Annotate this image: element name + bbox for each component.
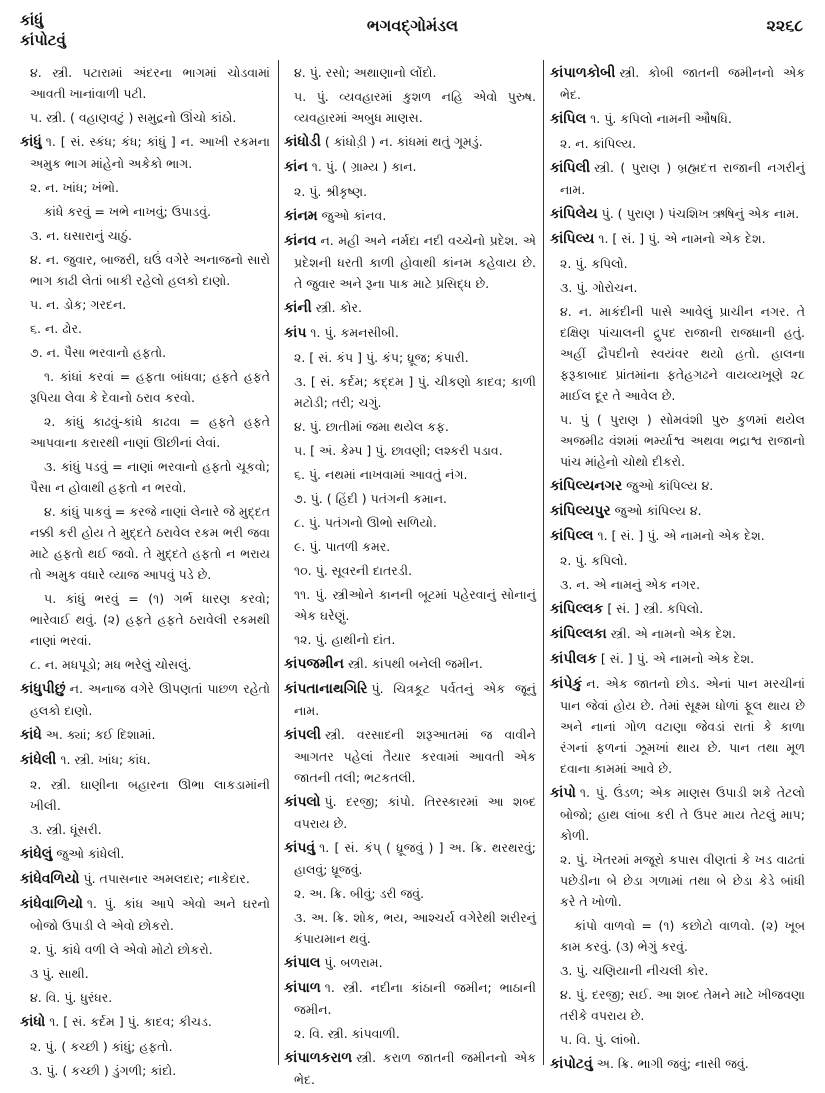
definition-text: ૧. સ્ત્રી. ખાંધ; કાંધ. (60, 752, 151, 767)
definition-text: ૧. [ સં. ] પું. એ નામનો એક દેશ. (598, 231, 766, 246)
definition-text: ૩. કાંધું પડવું = નાણાં ભરવાનો હફતો ચૂકવો; પૈસા ન હોવાથી હફતો ન ભરવો. (30, 459, 270, 495)
definition-text: અ. ક્યાં; કઈ દિશામાં. (45, 727, 156, 742)
definition-text: ૨. અ. ક્રિ. બીવું; ડરી જવું. (294, 886, 425, 901)
sub-sense (284, 584, 536, 626)
dictionary-entry (550, 648, 805, 670)
definition-text: ( કાંધોડ઼ી ) ન. કાંધમાં થતું ગૂમડું. (324, 134, 483, 149)
headword: કાંધેવળિયો (20, 871, 80, 887)
definition-text: જુઓ કાંપિલ્ય ૪. (626, 478, 714, 493)
sub-sense (550, 301, 805, 406)
definition-text: ૧. [ સં. ] પું. એ નામનો એક દેશ. (597, 528, 765, 543)
sub-sense (550, 550, 805, 571)
headword: કાંપિલ્લક (550, 601, 604, 617)
sub-sense (20, 294, 270, 315)
dictionary-entry (550, 475, 805, 497)
dictionary-entry (284, 724, 536, 788)
definition-text: ૪. ન. જુવાર, બાજરી, ઘઉં વગેરે અનાજનો સારો ભાગ કાઢી લેતાં બાકી રહેલો હલકો દાણો. (30, 252, 270, 288)
definition-text: સ્ત્રી. વરસાદની શરૂઆતમાં જ વાવીને આગતર પહેલાં તૈયાર કરવામાં આવતી એક જાતની તલી; ભટકતલી. (294, 727, 536, 785)
definition-text: ૨. [ સં. કંપ ] પું. કંપ; ધ્રૂજ; કંપારી. (294, 350, 469, 365)
headword: કાંનમ (284, 208, 318, 224)
headword: કાંપતાનાથગિરિ (284, 681, 368, 697)
definition-text: ૩. ન. એ નામનું એક નગર. (560, 577, 701, 592)
definition-text: ૨. પું. કપિલો. (560, 553, 628, 568)
definition-text: જુઓ કાંધેલી. (56, 846, 125, 861)
definition-text: ૫. વિ. પું. લાંબો. (560, 1032, 641, 1047)
sub-sense (284, 464, 536, 485)
definition-text: [ સં. ] પું. એ નામનો એક દેશ. (600, 651, 755, 666)
sub-sense (20, 177, 270, 198)
sub-sense (284, 536, 536, 557)
definition-text: સ્ત્રી. કોર. (315, 300, 362, 315)
dictionary-entry (284, 678, 536, 721)
definition-text: ૨. વિ. સ્ત્રી. કાંપવાળી. (294, 1026, 400, 1041)
headword: કાંધેવાળિયો (20, 896, 83, 912)
dictionary-entry (550, 673, 805, 779)
page-title: ભગવદ્ગોમંડલ (366, 16, 459, 35)
dictionary-entry (550, 525, 805, 547)
column-divider (278, 60, 279, 1065)
dictionary-entry (284, 205, 536, 227)
definition-text: ૧. પું. કમનસીબી. (310, 325, 399, 340)
dictionary-entry (550, 623, 805, 645)
idiom-line (20, 501, 270, 585)
sub-sense (20, 107, 270, 128)
sub-sense (284, 416, 536, 437)
definition-text: ૪. સ્ત્રી. પટારામાં અંદરના ભાગમાં ચોડવામાં આવતી ખાનાંવાળી પટી. (30, 65, 270, 101)
dictionary-entry (550, 598, 805, 620)
column-1 (20, 62, 270, 1084)
idiom-line (20, 201, 270, 222)
definition-text: ૨. પું. કાંધે વળી લે એવો મોટો છોકરો. (30, 942, 213, 957)
definition-text: સ્ત્રી. કરાળ જાતની જમીનનો એક ભેદ. (294, 1050, 536, 1087)
headword: કાંધેલું (20, 846, 53, 862)
dictionary-entry (284, 837, 536, 880)
sub-sense (550, 574, 805, 595)
sub-sense (550, 409, 805, 472)
definition-text: ૨. ન. કાંપિલ્ય. (560, 136, 637, 151)
definition-text: ૫. ન. ડોક; ગરદન. (30, 297, 127, 312)
definition-text: ૧. કાંધાં કરવાં = હફતા બાંધવા; હફતે હફતે રૂપિયા લેવા કે દેવાનો ઠરાવ કરવો. (30, 369, 270, 405)
definition-text: ૬. પું. નથમાં નાખવામાં આવતું નંગ. (294, 467, 468, 482)
sub-sense (20, 987, 270, 1008)
definition-text: ૪. વિ. પું. ધુરંધર. (30, 990, 113, 1005)
dictionary-entry (550, 500, 805, 522)
dictionary-entry (20, 724, 270, 746)
dictionary-entry (284, 653, 536, 675)
dictionary-entry (550, 108, 805, 130)
dictionary-entry (20, 749, 270, 771)
headword: કાંન (284, 159, 308, 175)
sub-sense (20, 225, 270, 246)
headword: કાંપિલ્યનગર (550, 478, 623, 494)
headword: કાંપલી (284, 727, 321, 743)
definition-text: ૧૦. પું. સૂવરની દાતરડી. (294, 563, 413, 578)
dictionary-entry (284, 977, 536, 1020)
headword: કાંનવ (284, 233, 317, 249)
headword: કાંધો (20, 1014, 46, 1030)
headword: કાંપોટવું (550, 1056, 593, 1072)
sub-sense (20, 62, 270, 104)
headword: કાંપિલી (550, 160, 591, 176)
page-number: ૨૨૬૮ (766, 16, 803, 35)
sub-sense (284, 1023, 536, 1044)
sub-sense (550, 253, 805, 274)
headword: કાંપવું (284, 840, 316, 856)
definition-text: કાંપો વાળવો = (૧) કછોટો વાળવો. (૨) ખૂબ કામ કરવું. (૩) ભેગું કરવું. (560, 918, 805, 954)
headword: કાંપાલ (284, 955, 321, 971)
sub-sense (284, 629, 536, 650)
dictionary-entry (284, 230, 536, 294)
sub-sense (284, 440, 536, 461)
definition-text: ૩. [ સં. કર્દમ; કદ્દમ ] પું. ચીકણો કાદવ; કાળી મટોડી; તરી; ચગું. (294, 374, 536, 410)
sub-sense (20, 819, 270, 840)
sub-sense (284, 883, 536, 904)
definition-text: સ્ત્રી. એ નામનો એક દેશ. (610, 626, 736, 641)
definition-text: ૩. ન. ઘસારાનું ચાઠું. (30, 228, 133, 243)
definition-text: ૨. કાંધું કાઢવું-કાંધે કાઢવા = હફતે હફતે આપવાના કરારથી નાણાં ઊછીનાં લેવાં. (30, 414, 270, 450)
headword: કાંની (284, 300, 312, 316)
definition-text: ૨. ન. ખાંધ; ખંભો. (30, 180, 119, 195)
sub-sense (550, 849, 805, 912)
headword: કાંપિલ (550, 111, 587, 127)
definition-text: ૪. કાંધું પાકવું = કરજે નાણાં લેનારે જે મુદ્દત નક્કી કરી હોય તે મુદ્દતે ઠરાવેલ રકમ ભરી જવા માટે હફતો થઈ જવો. તે મુદ્દતે હફતો ન ભરાય તો અમુક વધારે વ્યાજ આપવું પડે છે. (30, 504, 270, 582)
sub-sense (284, 86, 536, 128)
dictionary-entry (284, 952, 536, 974)
definition-text: ૪. પું. રસો; અથાણાનો લોંદો. (294, 65, 437, 80)
definition-text: ૨. પું. ( કચ્છી ) કાંધું; હફતો. (30, 1039, 173, 1054)
sub-sense (550, 133, 805, 154)
definition-text: ૨. સ્ત્રી. ઘાણીના બહારના ઊભા લાકડામાંની ખીલી. (30, 777, 270, 813)
idiom-line (20, 411, 270, 453)
definition-text: ૩. પું. ગોરોચન. (560, 280, 638, 295)
definition-text: સ્ત્રી. કોબી જાતની જમીનનો એક ભેદ. (560, 65, 805, 102)
sub-sense (20, 963, 270, 984)
dictionary-entry (20, 131, 270, 174)
dictionary-entry (550, 62, 805, 105)
definition-text: ૨. પું. શ્રીકૃષ્ણ. (294, 184, 368, 199)
definition-text: ન. અનાજ વગેરે ઊપણતાં પાછળ રહેતો હલકો દાણો. (30, 681, 270, 718)
definition-text: ન. એક જાતનો છોડ. એનાં પાન મરચીનાં પાન જેવાં હોય છે. તેમાં સૂક્ષ્મ ધોળાં ફૂલ થાય છે અને નાનાં ગોળ વટાણા જેવડાં રાતાં કે કાળા રંગનાં ફળનાં ઝૂમખાં થાય છે. પાન તથા મૂળ દવાના કામમાં આવે છે. (560, 676, 805, 776)
definition-text: ૩. પું. ચણિયાની નીચલી કોર. (560, 963, 709, 978)
headword: કાંપો (550, 785, 576, 801)
dictionary-entry (550, 157, 805, 200)
headword: કાંપાળકરાળ (284, 1050, 353, 1066)
definition-text: ૫. [ અં. કેમ્પ ] પું. છાવણી; લશ્કરી પડાવ. (294, 443, 503, 458)
definition-text: અ. ક્રિ. ભાગી જવું; નાસી જવું. (596, 1056, 749, 1071)
sub-sense (20, 318, 270, 339)
definition-text: ૧. [ સં. કર્દમ ] પું. કાદવ; કીચડ. (49, 1014, 212, 1029)
definition-text: ૪. પું. દરજી; સઈ. આ શબ્દ તેમને માટે ખીજવણા તરીકે વપરાય છે. (560, 987, 805, 1023)
headword: કાંપાળ (284, 980, 321, 996)
definition-text: ૩. અ. ક્રિ. શોક, ભય, આશ્ચર્ય વગેરેથી શરીરનું કંપાયમાન થવું. (294, 910, 536, 946)
definition-text: ૩. સ્ત્રી. ધૂંસરી. (30, 822, 102, 837)
headword: કાંધુપીછું (20, 681, 66, 697)
definition-text: ૧. પું. કાંધ આપે એવો અને ઘરનો બોજો ઉપાડી લે એવો છોકરો. (30, 896, 270, 933)
definition-text: ૮. પું. પતંગનો ઊભો સળિયો. (294, 515, 437, 530)
sub-sense (284, 512, 536, 533)
headword: કાંધોડી (284, 134, 321, 150)
sub-sense (20, 939, 270, 960)
dictionary-entry (284, 791, 536, 834)
headword: કાંપેકું (550, 676, 583, 692)
definition-text: પું. ( પુરાણ ) પંચશિખ ઋષિનું એક નામ. (601, 206, 800, 221)
guide-word-last: કાંપોટવું (20, 31, 66, 49)
definition-text: ૪. પું. છાતીમાં જમા થયેલ કફ. (294, 419, 449, 434)
headword: કાંપ (284, 325, 307, 341)
definition-text: ૭. પું. ( હિંદી ) પતંગની કમાન. (294, 491, 448, 506)
column-divider (543, 60, 544, 1065)
headword: કાંપિલ્લકા (550, 626, 607, 642)
sub-sense (550, 277, 805, 298)
dictionary-entry (284, 156, 536, 178)
guide-word-first: કાંધું (20, 11, 44, 29)
sub-sense (550, 984, 805, 1026)
sub-sense (20, 1036, 270, 1057)
sub-sense (20, 654, 270, 675)
definition-text: સ્ત્રી. ( પુરાણ ) બ્રહ્મદત્ત રાજાની નગરીનું નામ. (560, 160, 805, 197)
dictionary-entry (20, 1011, 270, 1033)
sub-sense (284, 488, 536, 509)
headword: કાંધેલી (20, 752, 57, 768)
definition-text: ૪. ન. માકંદીની પાસે આવેલું પ્રાચીન નગર. તે દક્ષિણ પાંચાલની દ્રુપદ રાજાની રાજધાની હતું. અહીં દ્રૌપદીનો સ્વયંવર થયો હતો. હાલના ફરૂકાબાદ પ્રાંતમાંના ફતેહગઢને વાયવ્યખૂણે ૨૮ માઈલ દૂર તે આવેલ છે. (560, 304, 805, 403)
definition-text: ૧. પું. ઉંડળ; એક માણસ ઉપાડી શકે તેટલો બોજો; હાથ લાંબા કરી તે ઉપર માય તેટલું માપ; કોળી. (560, 785, 805, 843)
definition-text: ૭. ન. પૈસા ભરવાનો હફતો. (30, 345, 167, 360)
dictionary-entry (20, 868, 270, 890)
sub-sense (20, 249, 270, 291)
definition-text: જુઓ કાંનવ. (321, 208, 387, 223)
definition-text: ન. મહી અને નર્મદા નદી વચ્ચેનો પ્રદેશ. એ પ્રદેશની ધરતી કાળી હોવાથી કાંનમ કહેવાય છે. તે જુવાર અને રૂના પાક માટે પ્રસિદ્ધ છે. (294, 233, 536, 291)
definition-text: ૧૧. પું. સ્ત્રીઓને કાનની બૂટમાં પહેરવાનું સોનાનું એક ઘરેણું. (294, 587, 536, 623)
definition-text: સ્ત્રી. કાંપથી બનેલી જમીન. (347, 656, 483, 671)
headword: કાંપલો (284, 794, 321, 810)
idiom-line (20, 366, 270, 408)
definition-text: ૩. પું. ( કચ્છી ) ડુંગળી; કાંદો. (30, 1063, 177, 1078)
definition-text: ૨. પું. કપિલો. (560, 256, 628, 271)
definition-text: ૧. સ્ત્રી. નદીના કાંઠાની જમીન; ભાઠાની જમીન. (294, 980, 536, 1017)
dictionary-entry (20, 678, 270, 721)
sub-sense (284, 907, 536, 949)
sub-sense (284, 371, 536, 413)
definition-text: ૨. પું. ખેતરમાં મજૂરો કપાસ વીણતાં કે ખડ વાઢતાં પછેડીના બે છેડા ગળામાં તથા બે છેડા કેડે બાંધી કરે તે ખોળો. (560, 852, 805, 909)
dictionary-entry (550, 782, 805, 846)
dictionary-entry (284, 1047, 536, 1090)
headword: કાંપિલ્ય (550, 231, 595, 247)
sub-sense (284, 181, 536, 202)
column-3 (550, 62, 805, 1078)
headword: કાંપીલક (550, 651, 597, 667)
idiom-line (20, 456, 270, 498)
headword: કાંપિલ્યપુર (550, 503, 611, 519)
headword: કાંધે (20, 727, 42, 743)
sub-sense (20, 774, 270, 816)
dictionary-entry (284, 131, 536, 153)
dictionary-entry (284, 297, 536, 319)
headword: કાંધું (20, 134, 42, 150)
definition-text: ૯. પું. પાતળી કમર. (294, 539, 391, 554)
definition-text: ૬. ન. ઢોર. (30, 321, 82, 336)
headword: કાંપિલ્લ (550, 528, 594, 544)
idiom-line (550, 915, 805, 957)
definition-text: પું. દરજી; કાંપો. તિરસ્કારમાં આ શબ્દ વપરાય છે. (294, 794, 536, 831)
sub-sense (550, 1029, 805, 1050)
sub-sense (20, 1060, 270, 1081)
definition-text: ૧૨. પું. હાથીનો દાંત. (294, 632, 396, 647)
definition-text: [ સં. ] સ્ત્રી. કપિલો. (607, 601, 704, 616)
headword: કાંપજમીન (284, 656, 344, 672)
sub-sense (20, 342, 270, 363)
sub-sense (284, 560, 536, 581)
sub-sense (284, 347, 536, 368)
sub-sense (284, 62, 536, 83)
dictionary-entry (20, 843, 270, 865)
definition-text: ૫. પું. વ્યવહારમાં કુશળ નહિ એવો પુરુષ. વ્યવહારમાં અબુધ માણસ. (294, 89, 536, 125)
definition-text: પું. બળરામ. (324, 955, 383, 970)
headword: કાંપિલેય (550, 206, 598, 222)
definition-text: ૧. પું. કપિલો નામની ઔષધિ. (590, 111, 732, 126)
definition-text: કાંધે કરવું = ખભે નાખવું; ઉપાડવું. (44, 204, 211, 219)
definition-text: ૧. [ સં. કંપ્ ( ધ્રૂજવું ) ] અ. ક્રિ. થરથરવું; હાલવું; ધ્રૂજવું. (294, 840, 536, 877)
column-2 (284, 62, 536, 1093)
definition-text: ૫. કાંધું ભરવું = (૧) ગર્ભ ધારણ કરવો; ભારેવાઈ થવું. (૨) હફતે હફતે ઠરાવેલી રકમથી નાણાં ભરવાં. (30, 591, 270, 648)
definition-text: જુઓ કાંપિલ્ય ૪. (614, 503, 702, 518)
dictionary-entry (20, 893, 270, 936)
sub-sense (550, 960, 805, 981)
dictionary-entry (550, 1053, 805, 1075)
dictionary-entry (284, 322, 536, 344)
dictionary-entry (550, 228, 805, 250)
definition-text: પું. ચિત્રકૂટ પર્વતનું એક જૂનું નામ. (294, 681, 536, 718)
definition-text: ૧. પું. ( ગ્રામ્ય ) કાન. (311, 159, 417, 174)
definition-text: પું. તપાસનાર અમલદાર; નાકેદાર. (83, 871, 250, 886)
headword: કાંપાળકોબી (550, 65, 616, 81)
definition-text: ૫. પું ( પુરાણ ) સોમવંશી પુરુ કુળમાં થયેલ અજમીઢ વંશમાં ભર્મ્યાશ્વ અથવા ભદ્રાશ્વ રાજાનો પાંચ માંહેનો ચોથો દીકરો. (560, 412, 805, 469)
definition-text: ૧. [ સં. સ્કંધ; કંધ; કાંધું ] ન. આખી રકમના અમુક ભાગ માંહેનો અકેકો ભાગ. (30, 134, 270, 171)
idiom-line (20, 588, 270, 651)
definition-text: ૩ પું. સાથી. (30, 966, 89, 981)
definition-text: ૫. સ્ત્રી. ( વહાણવટું ) સમુદ્રનો ઊંચો કાંઠો. (30, 110, 237, 125)
dictionary-entry (550, 203, 805, 225)
definition-text: ૮. ન. મધપૂડો; મધ ભરેલું ચોસલું. (30, 657, 192, 672)
